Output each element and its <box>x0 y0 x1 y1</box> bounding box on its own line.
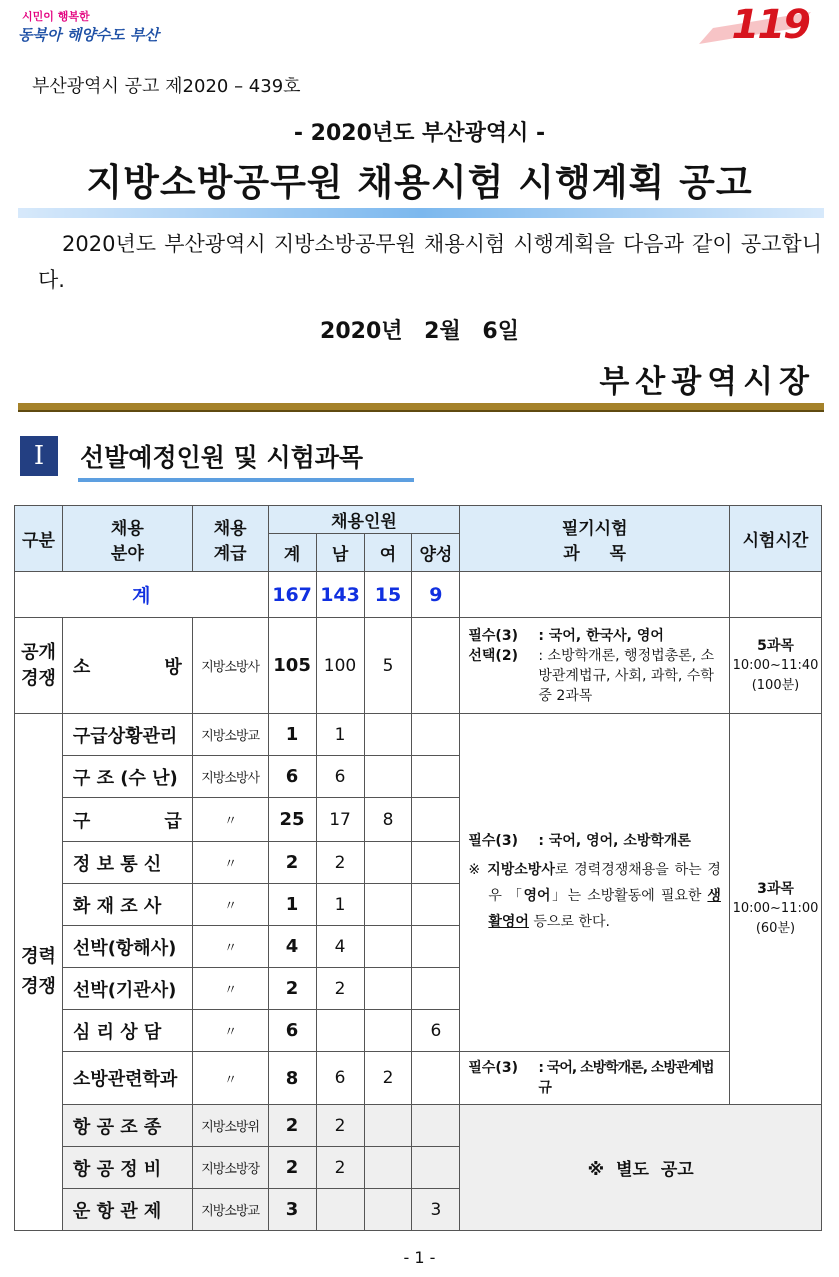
open-required-label: 필수(3) <box>468 627 518 644</box>
fire-119-logo <box>693 2 813 48</box>
open-time-range: 10:00~11:40 <box>732 657 819 673</box>
career-both <box>412 756 460 798</box>
career-time-range: 10:00~11:00 <box>732 901 819 916</box>
header-field-line-1: 채용 <box>110 518 144 539</box>
career-field <box>62 798 192 842</box>
open-row <box>15 618 822 714</box>
career-total: 1 <box>268 714 316 756</box>
career-both <box>412 798 460 842</box>
open-time-subjects: 5과목 <box>757 637 794 654</box>
career-both <box>412 1105 460 1147</box>
career-field: 소방관련학과 <box>62 1052 192 1105</box>
slogan-line-2: 동북아 해양수도 부산 <box>18 26 159 44</box>
career-male <box>316 1010 364 1052</box>
notice-number: 부산광역시 공고 제2020 – 439호 <box>32 76 301 97</box>
career-row <box>15 1105 822 1147</box>
total-label: 계 <box>15 572 269 618</box>
section-underline <box>78 478 414 482</box>
header-grade-line-1: 채용 <box>213 518 247 539</box>
career-female <box>364 842 412 884</box>
open-total: 105 <box>268 618 316 714</box>
career-total: 2 <box>268 968 316 1010</box>
career-male <box>316 1189 364 1231</box>
open-male: 100 <box>316 618 364 714</box>
open-field <box>62 618 192 714</box>
career-field: 항 공 정 비 <box>62 1147 192 1189</box>
career-field: 선박(항해사) <box>62 926 192 968</box>
header-grade-line-2: 계급 <box>213 543 247 564</box>
total-exam-empty <box>460 572 730 618</box>
open-grade: 지방소방사 <box>192 618 268 714</box>
career-note-g: 등으로 한다. <box>528 913 610 930</box>
header-exam <box>460 506 730 572</box>
career-total: 8 <box>268 1052 316 1105</box>
career-both <box>412 926 460 968</box>
open-field-b: 방 <box>164 656 182 678</box>
career-rows <box>15 714 822 1231</box>
header-category: 구분 <box>15 506 63 572</box>
career-grade: 지방소방교 <box>192 714 268 756</box>
section-title: 선발예정인원 및 시험과목 <box>80 443 364 472</box>
career-male: 6 <box>316 1052 364 1105</box>
career-time-subjects: 3과목 <box>757 881 794 897</box>
total-count: 167 <box>268 572 316 618</box>
career-grade: 〃 <box>192 798 268 842</box>
career-note-f: 생활영어 <box>488 887 721 930</box>
career-time-duration: (60분) <box>755 921 796 936</box>
career-required-text: : 국어, 영어, 소방학개론 <box>538 832 691 849</box>
career-both <box>412 968 460 1010</box>
career-male: 1 <box>316 884 364 926</box>
career-note-e: 」는 소방활동에 필요한 <box>550 887 708 904</box>
career-total: 2 <box>268 1105 316 1147</box>
header-grade <box>192 506 268 572</box>
header-exam-line-2: 과 목 <box>563 543 627 564</box>
career-female <box>364 884 412 926</box>
career-female <box>364 1147 412 1189</box>
open-field-a: 소 <box>72 656 91 678</box>
career-grade: 지방소방위 <box>192 1105 268 1147</box>
career-total: 25 <box>268 798 316 842</box>
career-female <box>364 756 412 798</box>
career-grade: 〃 <box>192 968 268 1010</box>
career-both: 6 <box>412 1010 460 1052</box>
notice-date: 2020년 2월 6일 <box>320 319 519 344</box>
career-both <box>412 884 460 926</box>
busan-slogan-logo <box>18 8 168 48</box>
career-category: 경력 경쟁 <box>15 714 63 1231</box>
header-time: 시험시간 <box>729 506 821 572</box>
career-field: 정 보 통 신 <box>62 842 192 884</box>
header-both: 양성 <box>412 534 460 572</box>
career-field: 항 공 조 종 <box>62 1105 192 1147</box>
header-recruit: 채용인원 <box>268 506 460 534</box>
career-male: 17 <box>316 798 364 842</box>
total-time-empty <box>729 572 821 618</box>
career-row <box>15 714 822 756</box>
career-field: 선박(기관사) <box>62 968 192 1010</box>
career-field: 구 조 (수 난) <box>62 756 192 798</box>
career-total: 2 <box>268 1147 316 1189</box>
logo-119-text: 119 <box>731 2 809 48</box>
career-field: 구급상황관리 <box>62 714 192 756</box>
notice-subtitle: - 2020년도 부산광역시 - <box>293 121 546 146</box>
career-required-label: 필수(3) <box>468 832 518 849</box>
gold-divider <box>18 403 824 412</box>
open-time <box>729 618 821 714</box>
career-total: 4 <box>268 926 316 968</box>
career-grade: 〃 <box>192 926 268 968</box>
related-required-text: : 국어, 소방학개론, 소방관계법규 <box>538 1060 714 1096</box>
career-male: 2 <box>316 1147 364 1189</box>
career-field: 운 항 관 제 <box>62 1189 192 1231</box>
career-male: 6 <box>316 756 364 798</box>
career-note-b: 지방소방사 <box>487 861 555 878</box>
header-row-1 <box>15 506 822 534</box>
header-field <box>62 506 192 572</box>
open-time-duration: (100분) <box>751 677 800 693</box>
related-subjects <box>460 1052 730 1105</box>
career-field: 심 리 상 담 <box>62 1010 192 1052</box>
section-number-badge: I <box>20 436 58 476</box>
career-male: 2 <box>316 968 364 1010</box>
career-female <box>364 968 412 1010</box>
career-grade: 지방소방사 <box>192 756 268 798</box>
career-time <box>729 714 821 1105</box>
career-note <box>468 857 721 935</box>
career-total: 6 <box>268 756 316 798</box>
total-both: 9 <box>412 572 460 618</box>
career-both <box>412 1052 460 1105</box>
career-note-a: ※ <box>468 861 488 878</box>
career-total: 2 <box>268 842 316 884</box>
open-select-label: 선택(2) <box>468 647 518 664</box>
header-female: 여 <box>364 534 412 572</box>
career-male: 2 <box>316 842 364 884</box>
career-female <box>364 1105 412 1147</box>
career-note-c: 로 경력경쟁채용을 하는 경우 「 <box>488 861 721 904</box>
career-both: 3 <box>412 1189 460 1231</box>
career-female: 2 <box>364 1052 412 1105</box>
slogan-line-1: 시민이 행복한 <box>22 10 90 23</box>
mayor-signature: 부산광역시장 <box>599 364 815 400</box>
total-male: 143 <box>316 572 364 618</box>
career-subjects <box>460 714 730 1052</box>
career-field-spread <box>73 807 192 833</box>
career-grade: 〃 <box>192 1052 268 1105</box>
career-male: 4 <box>316 926 364 968</box>
career-both <box>412 842 460 884</box>
career-grade: 〃 <box>192 842 268 884</box>
header-field-line-2: 분야 <box>110 543 144 564</box>
career-grade: 지방소방장 <box>192 1147 268 1189</box>
header-male: 남 <box>316 534 364 572</box>
career-male: 1 <box>316 714 364 756</box>
open-select-text: : 소방학개론, 행정법총론, 소방관계법규, 사회, 과학, 수학 중 2과목 <box>538 647 715 704</box>
career-total: 1 <box>268 884 316 926</box>
career-field: 화 재 조 사 <box>62 884 192 926</box>
header-total: 계 <box>268 534 316 572</box>
career-total: 3 <box>268 1189 316 1231</box>
career-field-part-1: 급 <box>164 810 182 832</box>
recruitment-table <box>14 505 822 1231</box>
open-both <box>412 618 460 714</box>
open-required-text: : 국어, 한국사, 영어 <box>538 627 664 644</box>
page-number: - 1 - <box>403 1248 436 1267</box>
career-row <box>15 1052 822 1105</box>
intro-paragraph: 2020년도 부산광역시 지방소방공무원 채용시험 시행계획을 다음과 같이 공고합니다. <box>38 232 822 292</box>
header-exam-line-1: 필기시험 <box>561 518 628 539</box>
title-divider <box>18 208 824 218</box>
total-female: 15 <box>364 572 412 618</box>
related-required-label: 필수(3) <box>468 1060 518 1076</box>
total-row <box>15 572 822 618</box>
career-note-d: 영어 <box>523 887 551 904</box>
career-female <box>364 926 412 968</box>
separate-notice: ※ 별도 공고 <box>460 1105 822 1231</box>
career-total: 6 <box>268 1010 316 1052</box>
career-both <box>412 714 460 756</box>
open-female: 5 <box>364 618 412 714</box>
career-grade: 지방소방교 <box>192 1189 268 1231</box>
career-both <box>412 1147 460 1189</box>
career-grade: 〃 <box>192 1010 268 1052</box>
open-subjects <box>460 618 730 714</box>
career-female <box>364 1189 412 1231</box>
career-grade: 〃 <box>192 884 268 926</box>
career-female: 8 <box>364 798 412 842</box>
career-field-part-0: 구 <box>72 810 91 832</box>
open-category: 공개 경쟁 <box>15 618 63 714</box>
career-male: 2 <box>316 1105 364 1147</box>
career-female <box>364 714 412 756</box>
notice-title: 지방소방공무원 채용시험 시행계획 공고 <box>86 161 753 204</box>
career-female <box>364 1010 412 1052</box>
